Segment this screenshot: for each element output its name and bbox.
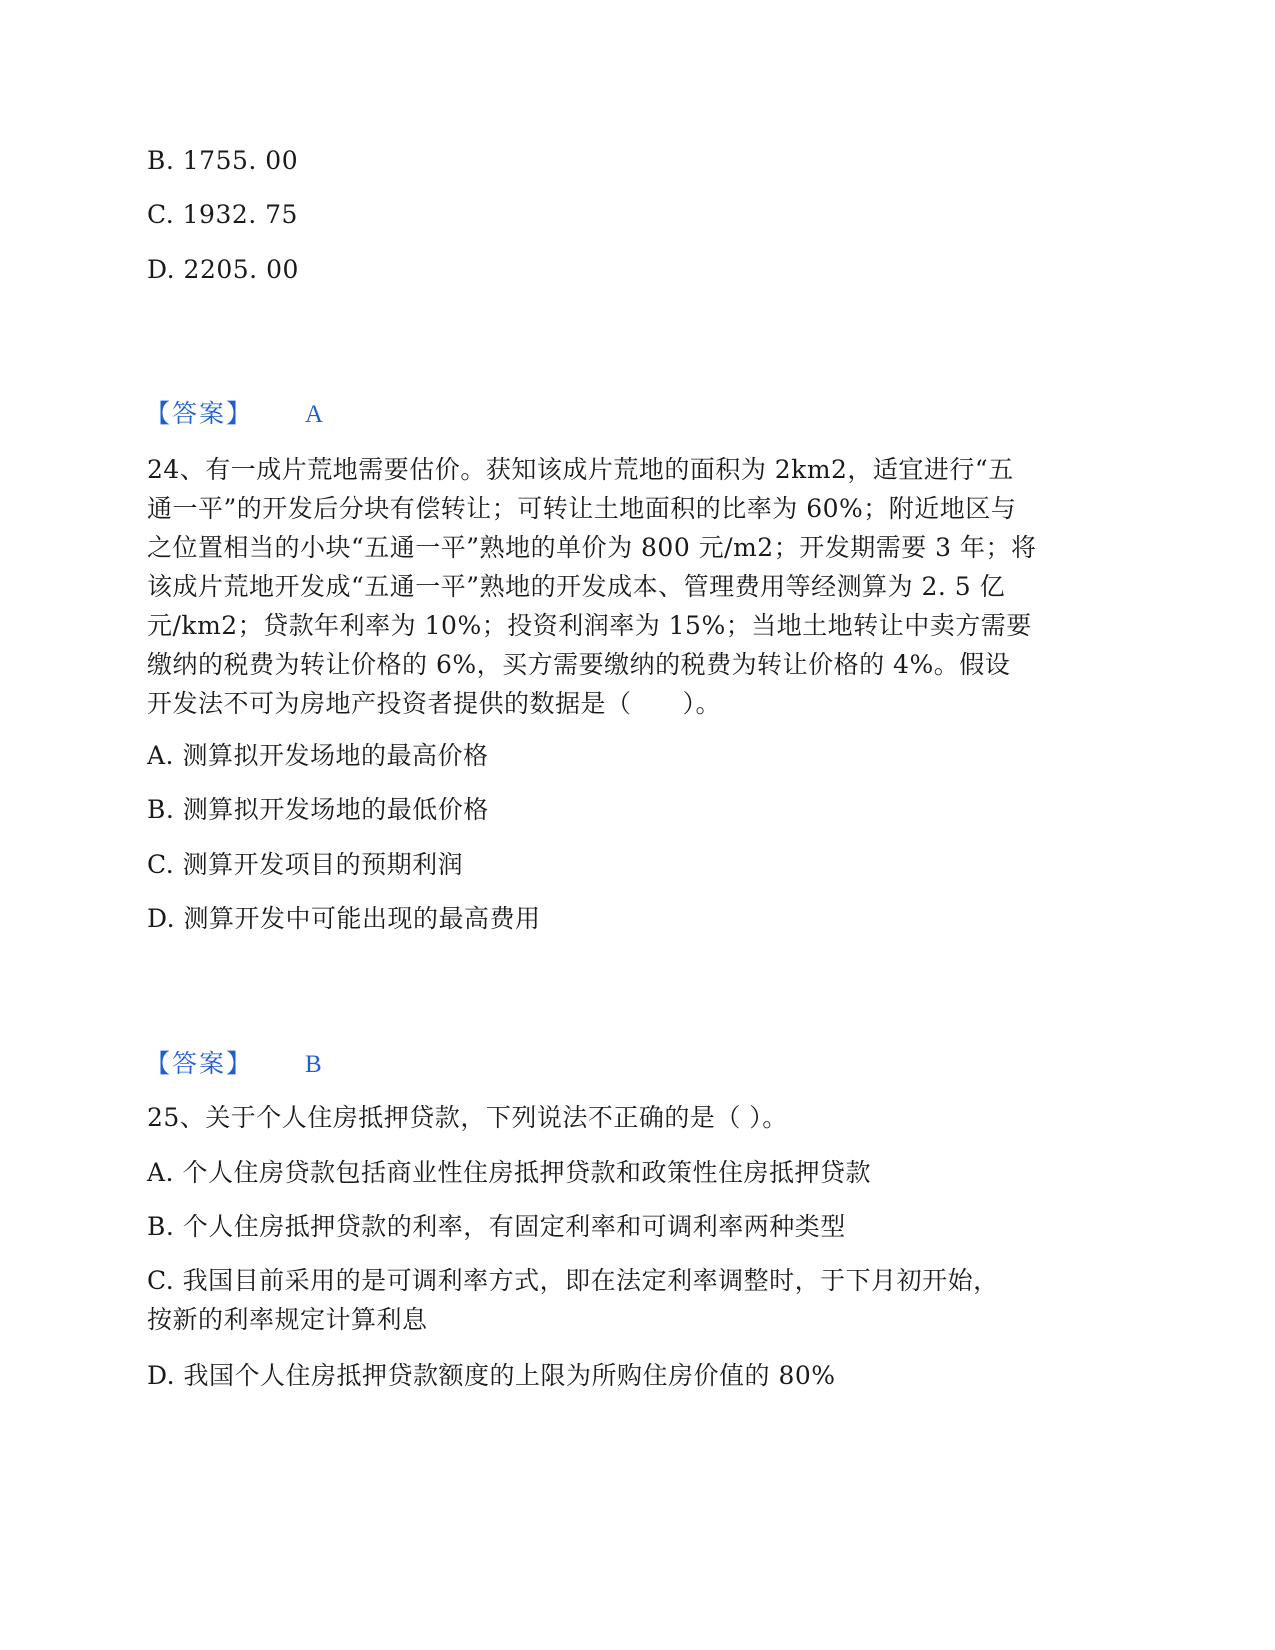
q25-option-d: D. 我国个人住房抵押贷款额度的上限为所购住房价值的 80% bbox=[147, 1361, 836, 1390]
q24-stem-line: 该成片荒地开发成“五通一平”熟地的开发成本、管理费用等经测算为 2. 5 亿 bbox=[147, 572, 1006, 601]
q24-stem-line: 开发法不可为房地产投资者提供的数据是（ ）。 bbox=[147, 689, 722, 718]
q25-option-b: B. 个人住房抵押贷款的利率，有固定利率和可调利率两种类型 bbox=[147, 1212, 846, 1241]
answer-value: A bbox=[305, 401, 324, 428]
q23-option-d: D. 2205. 00 bbox=[147, 255, 299, 284]
q24-option-a: A. 测算拟开发场地的最高价格 bbox=[147, 741, 489, 770]
q25-option-a: A. 个人住房贷款包括商业性住房抵押贷款和政策性住房抵押贷款 bbox=[147, 1158, 871, 1187]
answer-value: B bbox=[305, 1051, 322, 1078]
q24-stem-line: 元/km2；贷款年利率为 10%；投资利润率为 15%；当地土地转让中卖方需要 bbox=[147, 611, 1032, 640]
answer-23 bbox=[145, 399, 323, 430]
q24-option-d: D. 测算开发中可能出现的最高费用 bbox=[147, 904, 541, 933]
answer-24 bbox=[145, 1049, 322, 1080]
answer-tag: 【答案】 bbox=[145, 1049, 254, 1078]
q23-option-c: C. 1932. 75 bbox=[147, 200, 298, 229]
q24-stem-line: 缴纳的税费为转让价格的 6%，买方需要缴纳的税费为转让价格的 4%。假设 bbox=[147, 650, 1011, 679]
q24-stem-line: 之位置相当的小块“五通一平”熟地的单价为 800 元/m2；开发期需要 3 年；将 bbox=[147, 533, 1037, 562]
q25-stem: 25、关于个人住房抵押贷款，下列说法不正确的是（ ）。 bbox=[147, 1103, 788, 1132]
answer-tag: 【答案】 bbox=[145, 399, 254, 428]
q23-option-b: B. 1755. 00 bbox=[147, 146, 299, 175]
q24-stem bbox=[147, 450, 1107, 723]
q24-option-b: B. 测算拟开发场地的最低价格 bbox=[147, 795, 489, 824]
q24-stem-line: 24、有一成片荒地需要估价。获知该成片荒地的面积为 2km2，适宜进行“五 bbox=[147, 455, 1014, 484]
q25-option-c-line2: 按新的利率规定计算利息 bbox=[147, 1305, 428, 1334]
q24-option-c: C. 测算开发项目的预期利润 bbox=[147, 850, 464, 879]
q24-stem-line: 通一平”的开发后分块有偿转让；可转让土地面积的比率为 60%；附近地区与 bbox=[147, 494, 1017, 523]
q25-option-c-line1: C. 我国目前采用的是可调利率方式，即在法定利率调整时，于下月初开始， bbox=[147, 1266, 999, 1295]
